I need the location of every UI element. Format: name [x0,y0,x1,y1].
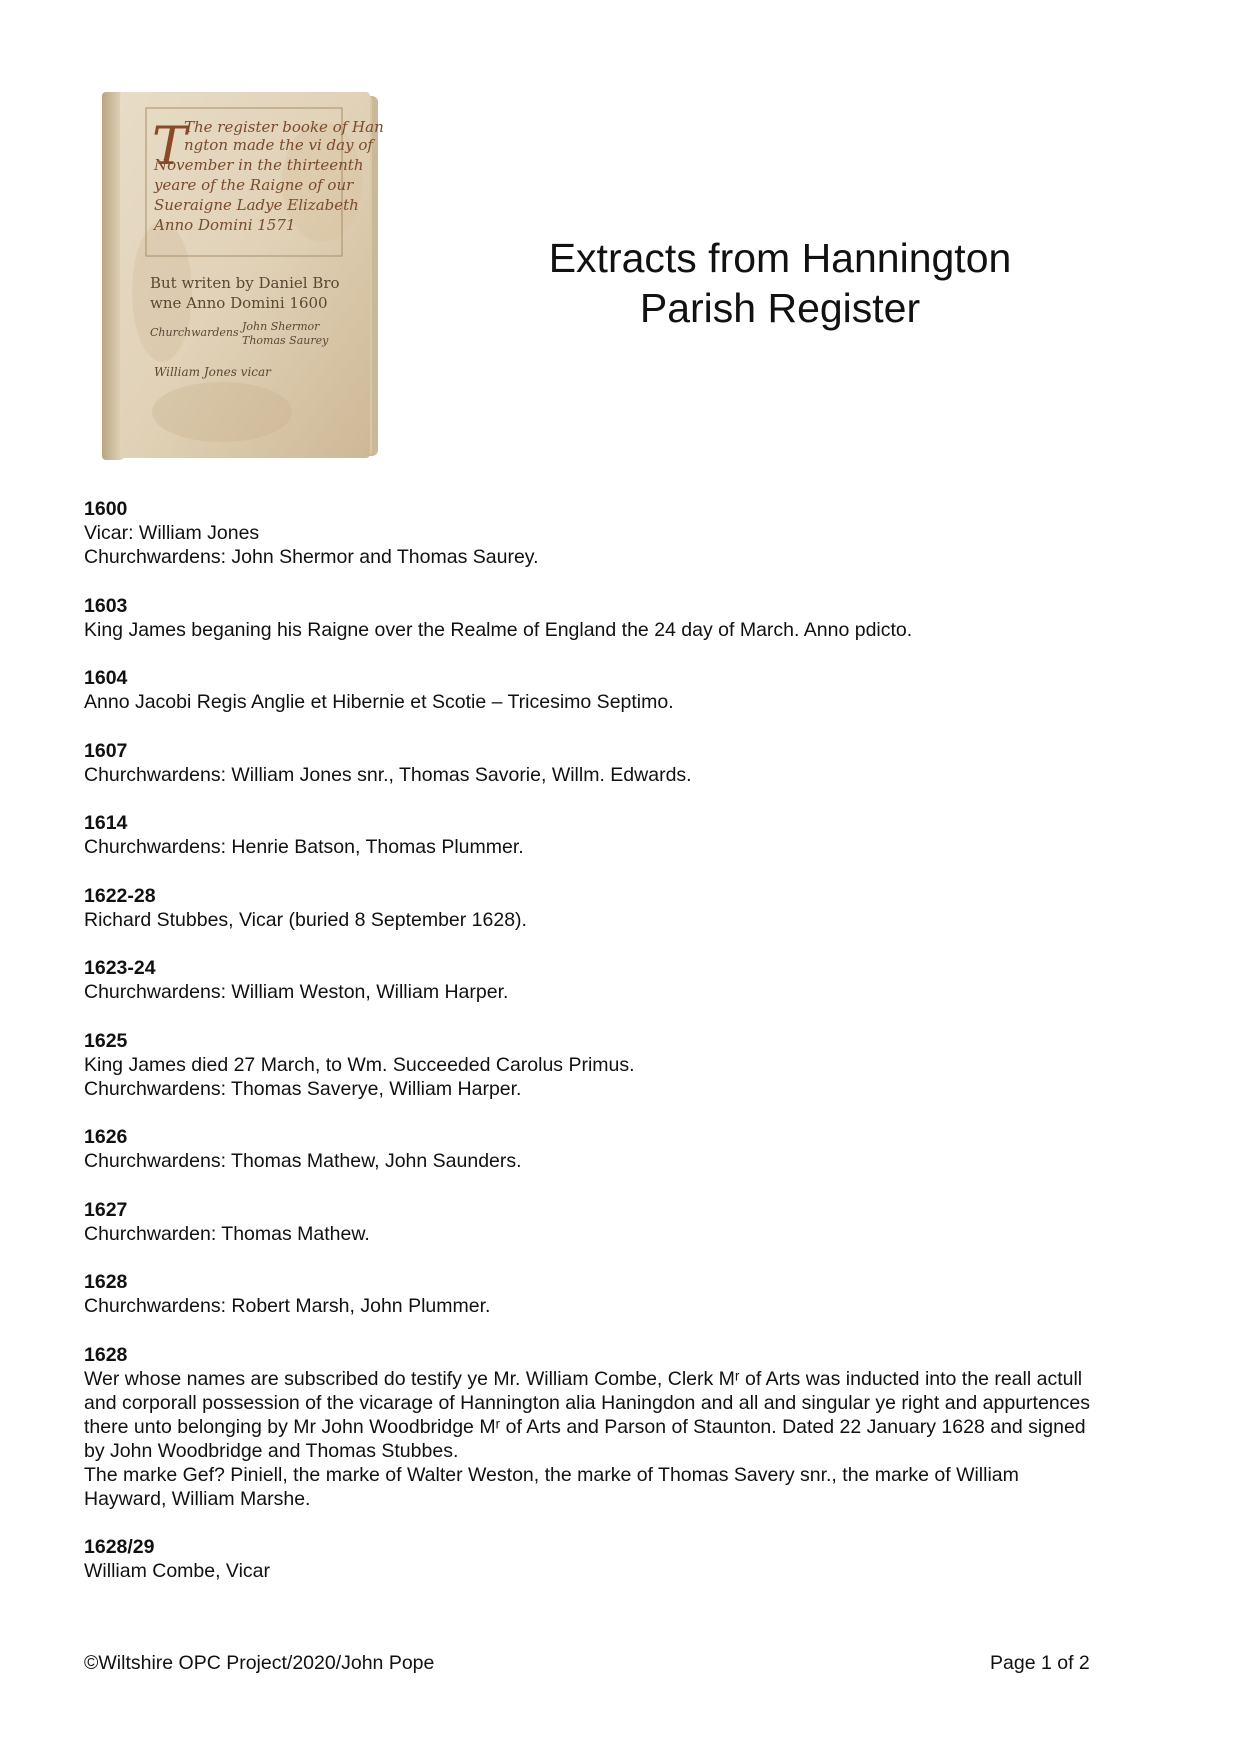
entry-text: Churchwardens: John Shermor and Thomas Saurey. [84,546,539,568]
inscription-line: But writen by Daniel Bro [150,274,340,292]
inscription-line: Thomas Saurey [242,334,329,347]
entry-year: 1628/29 [84,1536,155,1558]
entry-text: Hayward, William Marshe. [84,1487,311,1510]
entry-text: Wer whose names are subscribed do testify ye Mr. William Combe, Clerk Mʳ of Arts was inducted into the reall actull [84,1367,1083,1390]
inscription-line: William Jones vicar [154,365,271,379]
svg-text:T: T [152,117,187,177]
title-line-1: Extracts from Hannington [548,235,1012,281]
register-entry [84,884,1174,932]
entry-year: 1625 [84,1029,128,1052]
register-entry [84,1343,1174,1511]
inscription-line: November in the thirteenth [154,156,364,174]
inscription-line: ngton made the vi day of [184,136,373,154]
entry-text: The marke Gef? Piniell, the marke of Walter Weston, the marke of Thomas Savery snr., the marke of William [84,1463,1019,1486]
entry-year: 1623-24 [84,957,156,979]
register-entry [84,739,1174,787]
entry-year: 1627 [84,1198,128,1221]
register-entry [84,1270,1174,1318]
entry-text: King James died 27 March, to Wm. Succeeded Carolus Primus. [84,1053,635,1076]
register-entry [84,1125,1174,1173]
entry-text: Churchwardens: William Weston, William Harper. [84,981,509,1003]
entry-year: 1604 [84,667,128,689]
entry-year: 1600 [84,498,128,520]
entry-text: Churchwardens: Thomas Mathew, John Saunders. [84,1150,522,1172]
entry-text: King James beganing his Raigne over the Realme of England the 24 day of March. Anno pdicto. [84,618,913,641]
entry-year: 1603 [84,594,128,617]
entry-year: 1628 [84,1271,128,1293]
register-entry [84,811,1174,859]
inscription-line: Churchwardens [150,326,239,339]
entry-year: 1607 [84,739,128,762]
inscription-line: Anno Domini 1571 [154,216,296,234]
footer-copyright: ©Wiltshire OPC Project/2020/John Pope [84,1652,435,1674]
inscription-line: yeare of the Raigne of our [154,176,354,194]
entry-year: 1626 [84,1126,128,1148]
page-title [520,233,1040,333]
entry-year: 1628 [84,1343,128,1366]
entry-year: 1622-28 [84,884,156,907]
register-entry [84,497,1174,569]
title-line-2: Parish Register [639,285,921,331]
entry-text: Anno Jacobi Regis Anglie et Hibernie et Scotie – Tricesimo Septimo. [84,691,674,713]
entry-text: by John Woodbridge and Thomas Stubbes. [84,1439,459,1462]
footer-page-number: Page 1 of 2 [990,1652,1090,1674]
entry-text: Churchwardens: Thomas Saverye, William Harper. [84,1077,522,1100]
register-entries [84,497,1174,1608]
entry-year: 1614 [84,812,128,834]
register-entry [84,1029,1174,1101]
entry-text: Vicar: William Jones [84,522,260,544]
register-entry [84,1198,1174,1246]
entry-text: William Combe, Vicar [84,1560,271,1582]
entry-text: Churchwardens: Robert Marsh, John Plummer. [84,1295,491,1317]
register-photo [102,92,384,464]
inscription-line: Sueraigne Ladye Elizabeth [154,196,359,214]
entry-text: Churchwarden: Thomas Mathew. [84,1222,370,1245]
entry-text: Churchwardens: William Jones snr., Thomas Savorie, Willm. Edwards. [84,763,692,786]
register-entry [84,956,1174,1004]
register-entry [84,666,1174,714]
entry-text: Richard Stubbes, Vicar (buried 8 September 1628). [84,908,527,931]
entry-text: Churchwardens: Henrie Batson, Thomas Plummer. [84,836,524,858]
register-entry [84,594,1174,642]
inscription-line: The register booke of Hanni [184,118,384,136]
entry-text: and corporall possession of the vicarage of Hannington alia Haningdon and all and singular ye right and appurtences [84,1391,1091,1414]
entry-text: there unto belonging by Mr John Woodbridge Mʳ of Arts and Parson of Staunton. Dated 22 January 1628 and signed [84,1415,1086,1438]
register-entry [84,1535,1174,1583]
inscription-line: wne Anno Domini 1600 [150,294,328,312]
inscription-line: John Shermor [242,320,320,333]
